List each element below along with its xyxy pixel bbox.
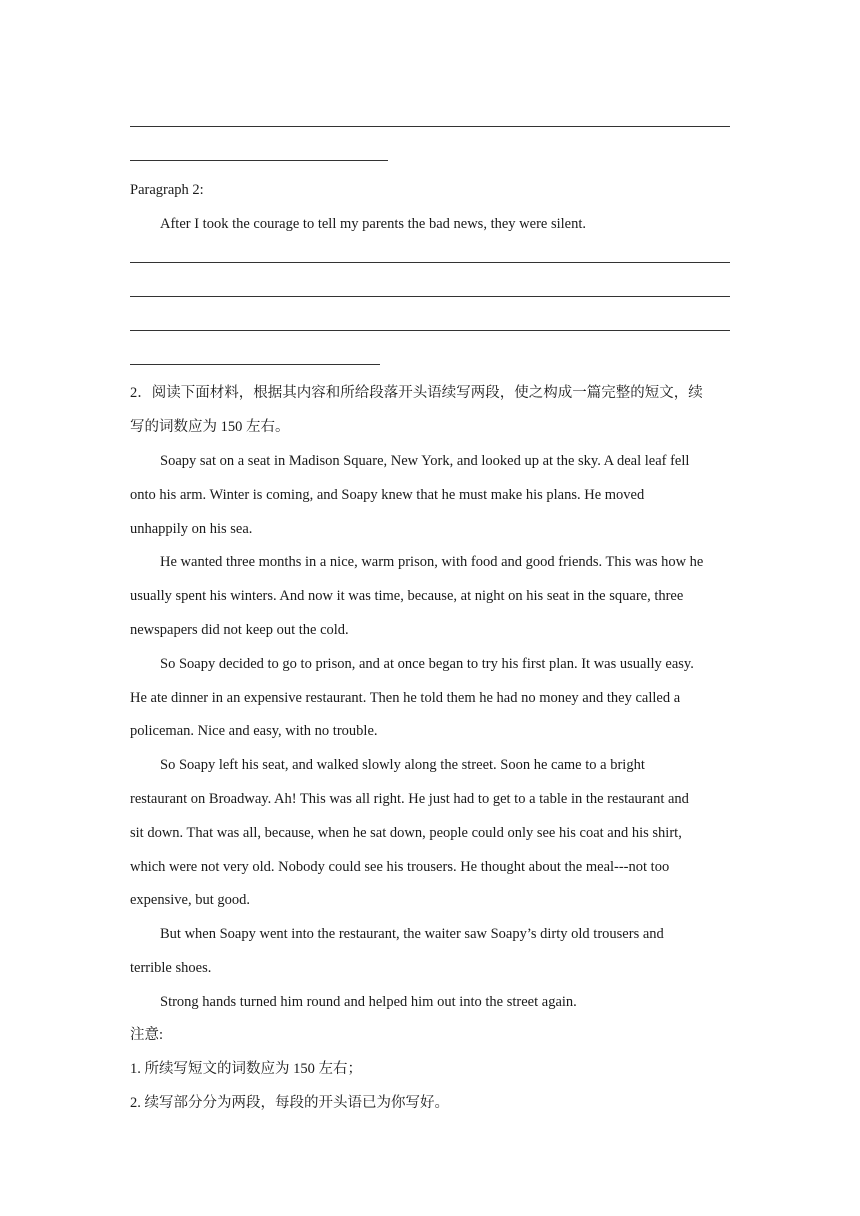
passage-line: So Soapy decided to go to prison, and at once began to try his first plan. It was usually easy. xyxy=(160,656,694,672)
passage-line: newspapers did not keep out the cold. xyxy=(130,622,349,638)
passage-line: onto his arm. Winter is coming, and Soapy knew that he must make his plans. He moved xyxy=(130,487,645,503)
note-item: 2. 续写部分分为两段，每段的开头语已为你写好。 xyxy=(130,1095,449,1111)
passage-line: sit down. That was all, because, when he sat down, people could only see his coat and his shirt, xyxy=(130,825,682,841)
answer-line xyxy=(130,330,730,331)
passage-line: So Soapy left his seat, and walked slowly along the street. Soon he came to a bright xyxy=(160,757,645,773)
answer-line xyxy=(130,160,388,161)
answer-line xyxy=(130,364,380,365)
paragraph-2-opener: After I took the courage to tell my parents the bad news, they were silent. xyxy=(160,216,587,232)
passage-line: expensive, but good. xyxy=(130,892,251,908)
answer-line xyxy=(130,296,730,297)
note-item: 1. 所续写短文的词数应为 150 左右； xyxy=(130,1061,362,1077)
passage-line: He ate dinner in an expensive restaurant. Then he told them he had no money and they called a xyxy=(130,690,681,706)
passage-line: which were not very old. Nobody could see his trousers. He thought about the meal---not too xyxy=(130,859,670,875)
passage-line: usually spent his winters. And now it was time, because, at night on his seat in the square, three xyxy=(130,588,684,604)
passage-line: But when Soapy went into the restaurant, the waiter saw Soapy’s dirty old trousers and xyxy=(160,926,664,942)
question-2-instruction: 写的词数应为 150 左右。 xyxy=(130,419,290,435)
passage-line: Soapy sat on a seat in Madison Square, New York, and looked up at the sky. A deal leaf fell xyxy=(160,453,690,469)
passage-line: restaurant on Broadway. Ah! This was all right. He just had to get to a table in the restaurant and xyxy=(130,791,689,807)
answer-line xyxy=(130,262,730,263)
passage-line: unhappily on his sea. xyxy=(130,521,253,537)
paragraph-2-label: Paragraph 2: xyxy=(130,182,204,198)
passage-line: He wanted three months in a nice, warm prison, with food and good friends. This was how he xyxy=(160,554,704,570)
passage-line: terrible shoes. xyxy=(130,960,212,976)
answer-line xyxy=(130,126,730,127)
passage-line: policeman. Nice and easy, with no trouble. xyxy=(130,723,378,739)
passage-line: Strong hands turned him round and helped him out into the street again. xyxy=(160,994,577,1010)
note-label: 注意: xyxy=(130,1027,164,1043)
question-2-instruction: 2．阅读下面材料，根据其内容和所给段落开头语续写两段，使之构成一篇完整的短文，续 xyxy=(130,385,703,401)
